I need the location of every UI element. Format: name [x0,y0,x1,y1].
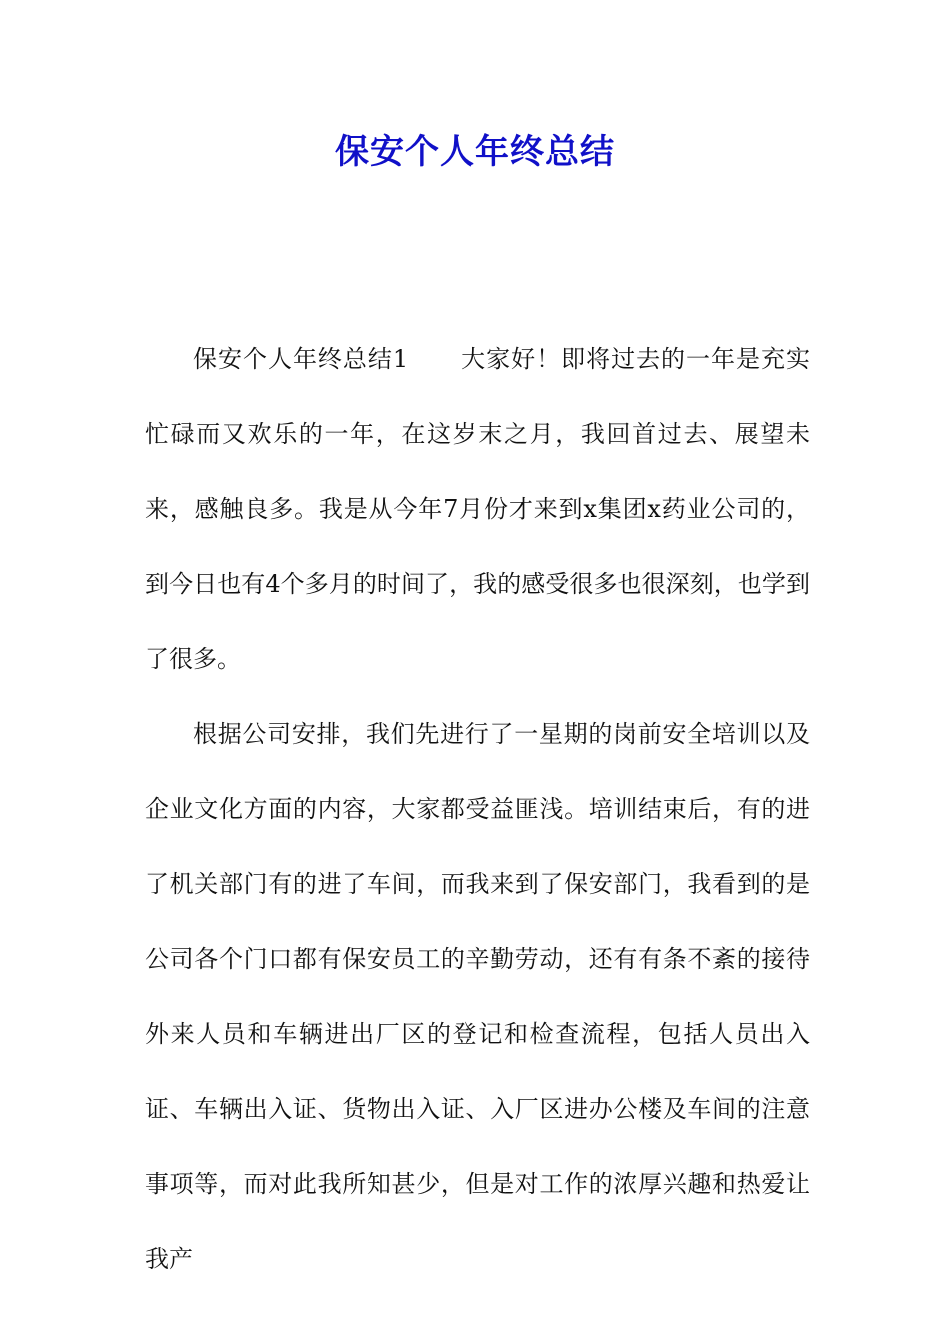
paragraph-1-text: 大家好！即将过去的一年是充实忙碌而又欢乐的一年，在这岁末之月，我回首过去、展望未来，感触良多。我是从今年7月份才来到x集团x药业公司的，到今日也有4个多月的时间了，我的感受很多也很深刻，也学到了很多。 [145,345,810,673]
document-body [145,322,810,1297]
paragraph-2 [145,697,810,1297]
paragraph-2-text: 根据公司安排，我们先进行了一星期的岗前安全培训以及企业文化方面的内容，大家都受益匪浅。培训结束后，有的进了机关部门有的进了车间，而我来到了保安部门，我看到的是公司各个门口都有保安员工的辛勤劳动，还有有条不紊的接待外来人员和车辆进出厂区的登记和检查流程，包括人员出入证、车辆出入证、货物出入证、入厂区进办公楼及车间的注意事项等，而对此我所知甚少，但是对工作的浓厚兴趣和热爱让我产 [145,720,810,1273]
paragraph-1 [145,322,810,697]
document-title: 保安个人年终总结 [335,132,615,172]
section-heading: 保安个人年终总结1 [193,345,409,373]
